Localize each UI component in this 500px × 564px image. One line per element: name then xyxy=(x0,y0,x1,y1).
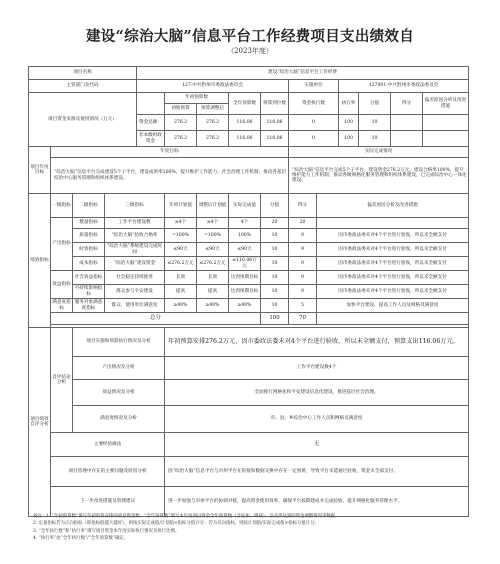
project-name-value: 建设“综治大脑”信息平台工作经费 xyxy=(137,67,469,80)
ind-l2: 可持续影响指标 xyxy=(73,285,105,299)
self-eval-row6-text: 因“综治大脑”信息平台与市州平台在衔接和数据交换中存在一定困难，导致平台未能通过验收，资金未全部支付。 xyxy=(165,457,469,487)
funds-total-score xyxy=(391,115,423,131)
self-eval-row7-text: 进一步加强与市州平台的协调对接，提高资金使用效率，确保平台按期建成并完成验收，提升网格化服务管理水平。 xyxy=(165,487,469,517)
ind-head-l3: 三级指标 xyxy=(105,194,165,218)
indicator-row xyxy=(29,285,469,299)
ind-weight: 10 xyxy=(261,229,289,243)
ind-actual: ≤90天 xyxy=(229,243,261,257)
ind-actual: 100% xyxy=(229,229,261,243)
ind-adjusted: 提高 xyxy=(197,285,229,299)
self-eval-row2-text: 工作平台建设数4个 xyxy=(165,357,469,380)
ind-l3: 工作平台建设数 xyxy=(105,218,165,229)
ind-plan: 长效 xyxy=(165,271,197,285)
col-executed: 资金执行数 xyxy=(289,93,339,115)
self-eval-row5-label: 主要经验做法 xyxy=(51,433,165,457)
self-eval-summary-label: 自评结论分析 xyxy=(51,328,73,433)
funds-other-full-year: 116.06 xyxy=(229,131,261,147)
ind-l2: 服务对象满意度指标 xyxy=(73,299,105,313)
row-self-eval-6 xyxy=(29,457,469,487)
ind-note: 因市委政法委未对4个平台进行验收，所以未全额支付 xyxy=(317,229,469,243)
goals-label: 项目年度目标 xyxy=(29,147,51,194)
funds-other-arrived: 116.06 xyxy=(261,131,289,147)
ind-l3: “综治大脑”系统建设完成时间 xyxy=(105,243,165,257)
ind-head-weight: 分值 xyxy=(261,194,289,218)
row-self-eval-1 xyxy=(29,328,469,357)
funds-other-weight: 10 xyxy=(359,131,391,147)
funds-total-executed: 0 xyxy=(289,115,339,131)
ind-plan: ≥90% xyxy=(165,299,197,313)
ind-weight: 10 xyxy=(261,271,289,285)
ind-score: 9 xyxy=(289,285,317,299)
impl-value: 127001-中共黔州市委政法委员会 xyxy=(339,80,469,93)
ind-note: 因市委政法委未对4个平台进行验收，所以未全额支付 xyxy=(317,243,469,257)
goals-planned-text: “综治大脑”信息平台完成建设5个子平台，建设成果率100%，提升维护工作能力，社会治理工作机制，推动各基层综治中心服务管理和组织体系建设。 xyxy=(51,158,289,194)
row-project-name xyxy=(29,67,469,80)
ind-weight: 20 xyxy=(261,218,289,229)
dept-value: 127-中共黔州市委政法委员会 xyxy=(137,80,289,93)
ind-score: 20 xyxy=(289,218,317,229)
ind-adjusted: ≤90天 xyxy=(197,243,229,257)
self-eval-row1-text: 年初预算安排276.2万元，因市委政法委未对4个平台进行验收，所以未全额支付，预算支出116.06万元。 xyxy=(165,328,469,357)
row-self-eval-3 xyxy=(29,380,469,406)
funds-total-initial: 276.2 xyxy=(165,115,197,131)
ind-plan: =100% xyxy=(165,229,197,243)
self-eval-row5-text: 无 xyxy=(165,433,469,457)
ind-l3: 群众、使用单位满意度 xyxy=(105,299,165,313)
ind-adjusted: =100% xyxy=(197,229,229,243)
ind-head-score: 得分 xyxy=(289,194,317,218)
ind-plan: 提高 xyxy=(165,285,197,299)
funds-other-score xyxy=(391,131,423,147)
indicator-row xyxy=(29,229,469,243)
ind-head-actual: 实际完成值 xyxy=(229,194,261,218)
self-eval-row7-label: 下一步改进措施及管理建议 xyxy=(51,487,165,517)
ind-score: 9 xyxy=(289,257,317,271)
ind-adjusted: 长效 xyxy=(197,271,229,285)
ind-head-adjusted: 调整后计划值 xyxy=(197,194,229,218)
funds-other-label: 非本级财政资金 xyxy=(137,131,165,147)
ind-adjusted: ≥4个 xyxy=(197,218,229,229)
ind-score: 9 xyxy=(289,271,317,285)
indicator-row xyxy=(29,243,469,257)
goals-actual-text: “综治大脑”信息平台完成5个子平台，建设资金276.2万元，建设合格率100%，提升维护能力工作机制，推动各级网格化服务管理和组织体系建设，已完成综治中心一体化建设。 xyxy=(289,158,469,194)
row-goals-header xyxy=(29,147,469,158)
col-full-year: 全年预算数 xyxy=(229,93,261,115)
col-adjusted: 预算调整后 xyxy=(197,104,229,115)
output-indicators-label: 产出指标 xyxy=(51,218,73,271)
dept-label: 主管部门及代码 xyxy=(29,80,137,93)
ind-plan: ≤90天 xyxy=(165,243,197,257)
indicator-row xyxy=(29,271,469,285)
ind-note: 加快平台建设，提高工作人员及网格员满意度 xyxy=(317,299,469,313)
row-indicator-header xyxy=(29,194,469,218)
funds-total-arrived: 116.06 xyxy=(261,115,289,131)
row-total xyxy=(29,313,469,325)
ind-l3: 群众参与平安建设 xyxy=(105,285,165,299)
ind-l2: 质量指标 xyxy=(73,229,105,243)
ind-weight: 10 xyxy=(261,285,289,299)
row-self-eval-5 xyxy=(29,433,469,457)
perf-indicators-label: 绩效指标 xyxy=(29,194,51,328)
impl-label: 实施单位 xyxy=(289,80,339,93)
row-funds-header1 xyxy=(29,93,469,104)
footnote-line: 3. “全年执行数”和“执行率”填写项目资金本年度实际执行情况及执行比例。 xyxy=(33,528,180,534)
ind-actual: 达到预期目标 xyxy=(229,271,261,285)
ind-adjusted: ≥90% xyxy=(197,299,229,313)
ind-actual: ≥90% xyxy=(229,299,261,313)
funds-total-note xyxy=(423,115,469,131)
row-self-eval-2 xyxy=(29,357,469,380)
footnotes xyxy=(33,513,469,542)
self-eval-row4-text: 市、县、乡综治中心工作人员和网格员满意度 xyxy=(165,406,469,433)
ind-actual: 达到预期目标 xyxy=(229,285,261,299)
page-title: 建设“综治大脑”信息平台工作经费项目支出绩效自 xyxy=(85,28,415,45)
project-name-label: 项目名称 xyxy=(29,67,137,80)
indicator-row xyxy=(29,218,469,229)
funds-total-adjusted: 276.2 xyxy=(197,115,229,131)
ind-head-l1: 一级指标 xyxy=(51,194,73,218)
ind-actual: 4个 xyxy=(229,218,261,229)
total-score: 70 xyxy=(289,313,317,325)
funds-other-initial: 276.2 xyxy=(165,131,197,147)
footnote-line: 2. 定量指标若为正向指标（即指标值越大越好），则按实际完成值/计划值×指标分值计分；若为反向指标，则按计划值/实际完成值×指标分值计分。 xyxy=(33,521,319,527)
ind-l2: 时效指标 xyxy=(73,243,105,257)
ind-l2: 社会效益指标 xyxy=(73,271,105,285)
funds-other-note xyxy=(423,131,469,147)
ind-weight: 10 xyxy=(261,299,289,313)
ind-weight: 10 xyxy=(261,243,289,257)
row-self-eval-4 xyxy=(29,406,469,433)
row-goals-content xyxy=(29,158,469,194)
satisfaction-indicators-label: 满意度指标 xyxy=(52,300,71,311)
self-eval-row2-label: 产出情况及分析 xyxy=(73,357,165,380)
ind-score: 9 xyxy=(289,243,317,257)
benefit-indicators-label: 效益指标 xyxy=(51,271,73,299)
funds-total-exec-rate: 100 xyxy=(339,115,359,131)
ind-actual: ≤116.06万元 xyxy=(229,257,261,271)
funds-other-executed: 0 xyxy=(289,131,339,147)
self-eval-section-label: 项目绩效自评分析 xyxy=(29,328,51,517)
self-eval-row1-label: 项目实施和预算执行情况及分析 xyxy=(73,328,165,357)
col-initial: 初始预算 xyxy=(165,104,197,115)
ind-head-plan: 年初计划值 xyxy=(165,194,197,218)
funds-label: 项目资金来源及使用情况（万元） xyxy=(29,93,137,147)
col-year-plan: 年初预算数 xyxy=(165,93,229,104)
ind-l3: “综治大脑”建设资金 xyxy=(105,257,165,271)
ind-note xyxy=(317,218,469,229)
ind-note: 因市委政法委未对4个平台进行验收，所以未全额支付 xyxy=(317,285,469,299)
ind-weight: 10 xyxy=(261,257,289,271)
total-weight: 100 xyxy=(261,313,289,325)
footnote-line: 4. “执行率”由“全年执行数”/“全年预算数”确定。 xyxy=(33,535,129,541)
evaluation-table xyxy=(28,66,469,517)
funds-total-full-year: 116.06 xyxy=(229,115,261,131)
ind-plan: ≤276.2万元 xyxy=(165,257,197,271)
ind-note: 因市委政法委未对4个平台进行验收，所以未全额支付 xyxy=(317,257,469,271)
ind-l3: “综治大脑”验收合格率 xyxy=(105,229,165,243)
col-weight: 分值 xyxy=(359,93,391,115)
funds-total-weight: 10 xyxy=(359,115,391,131)
ind-l2: 成本指标 xyxy=(73,257,105,271)
report-year: （2023年度） xyxy=(227,47,273,55)
indicator-row xyxy=(29,257,469,271)
self-eval-row4-label: 满意度情况及分析 xyxy=(73,406,165,433)
goals-col-actual: 实际完成情况 xyxy=(289,147,469,158)
row-self-eval-7 xyxy=(29,487,469,517)
ind-adjusted: ≤276.2万元 xyxy=(197,257,229,271)
row-department xyxy=(29,80,469,93)
self-eval-row3-text: 全面推行网格化和平安建设信息化建设，推进基层社会治理。 xyxy=(165,380,469,406)
funds-total-label: 资金总额： xyxy=(137,115,165,131)
funds-other-adjusted: 276.2 xyxy=(197,131,229,147)
ind-l2: 数量指标 xyxy=(73,218,105,229)
goals-col-planned: 年度目标 xyxy=(51,147,289,158)
footnote-line: 备注：1. “年初预算数”填写年初预算安排的项目资金数；“全年预算数”填写本年度项目资金全年预算数（含追加、调减），以及涉及到的资金调整情况等数据。 xyxy=(33,514,340,519)
ind-head-l2: 二级指标 xyxy=(73,194,105,218)
col-exec-rate: 执行率 xyxy=(339,93,359,115)
ind-score: 5 xyxy=(289,299,317,313)
ind-note: 因市委政法委未对4个平台进行验收，所以未全额支付 xyxy=(317,271,469,285)
ind-head-note: 偏差原因分析及改进措施 xyxy=(317,194,469,218)
ind-score: 9 xyxy=(289,229,317,243)
self-eval-row3-label: 效益情况及分析 xyxy=(73,380,165,406)
ind-plan: ≥4个 xyxy=(165,218,197,229)
funds-other-exec-rate: 100 xyxy=(339,131,359,147)
self-eval-row6-label: 项目管理中存在的主要问题及原因分析 xyxy=(51,457,165,487)
col-deviation-note: 偏差原因分析及改进措施 xyxy=(423,93,469,115)
total-label: 总分 xyxy=(51,313,261,325)
indicator-row xyxy=(29,299,469,313)
ind-l3: 社会稳定持续推进 xyxy=(105,271,165,285)
col-score: 得分 xyxy=(391,93,423,115)
col-arrived: 预算到位数 xyxy=(261,93,289,115)
